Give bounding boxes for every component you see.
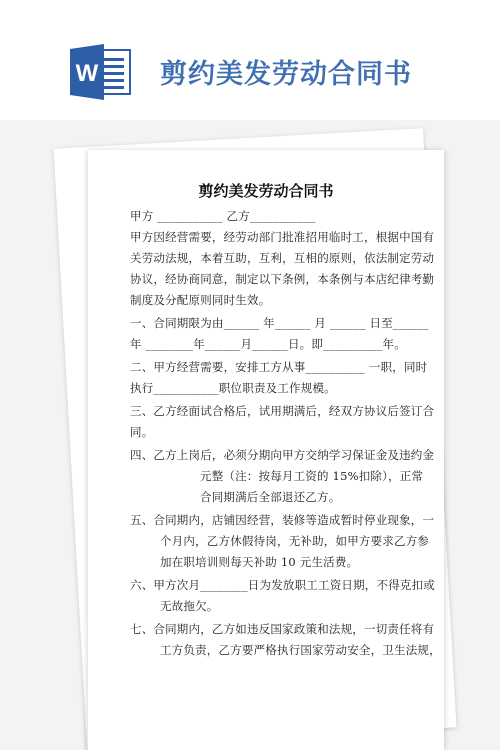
- clause-5-line-2: 个月内，乙方休假待岗，无补助，如甲方要求乙方参: [160, 534, 430, 548]
- clause-1-line-2: 年 ________年______月______日。即__________年。: [130, 337, 406, 351]
- word-logo-letter: W: [75, 60, 99, 87]
- clause-4-line-2: 元整（注：按每月工资的 15%扣除），正常: [200, 469, 424, 483]
- clause-3-line-2: 同。: [130, 425, 154, 439]
- preamble-line-4: 制度及分配原则同时生效。: [130, 293, 271, 307]
- preamble-line-1: 甲方因经营需要，经劳动部门批准招用临时工，根据中国有: [130, 230, 435, 244]
- clause-4-line-3: 合同期满后全部退还乙方。: [200, 490, 341, 504]
- clause-2-line-1: 二、甲方经营需要，安排工方从事__________ 一职，同时: [130, 360, 428, 374]
- clause-7-line-2: 工方负责，乙方要严格执行国家劳动安全，卫生法规，: [160, 643, 441, 657]
- clause-6-line-1: 六、甲方次月________日为发放职工工资日期，不得克扣或: [130, 578, 435, 592]
- clause-2-line-2: 执行___________职位职责及工作规模。: [130, 381, 336, 395]
- word-document-icon: [70, 44, 132, 100]
- page-header: [0, 0, 500, 120]
- clause-3-line-1: 三、乙方经面试合格后，试用期满后，经双方协议后签订合: [130, 404, 435, 418]
- document-page: [88, 150, 444, 750]
- preamble-line-3: 协议，经协商同意，制定以下条例，本条例与本店纪律考勤: [130, 272, 435, 286]
- clause-6-line-2: 无故拖欠。: [160, 599, 219, 613]
- document-title: 剪约美发劳动合同书: [198, 182, 334, 200]
- clause-5-line-3: 加在职培训则每天补助 10 元生活费。: [160, 555, 359, 569]
- clause-4-line-1: 四、乙方上岗后，必须分期向甲方交纳学习保证金及违约金: [130, 448, 435, 462]
- preamble-line-2: 关劳动法规，本着互助，互利，互相的原则，依法制定劳动: [130, 251, 435, 265]
- party-line: 甲方 ___________ 乙方___________: [130, 209, 316, 223]
- clause-7-line-1: 七、合同期内，乙方如违反国家政策和法规，一切责任将有: [130, 622, 435, 636]
- clause-1-line-1: 一、合同期限为由______ 年______ 月 ______ 日至______: [130, 316, 429, 330]
- header-title: 剪约美发劳动合同书: [160, 59, 412, 90]
- clause-5-line-1: 五、合同期内，店铺因经营，装修等造成暂时停业现象，一: [130, 513, 435, 527]
